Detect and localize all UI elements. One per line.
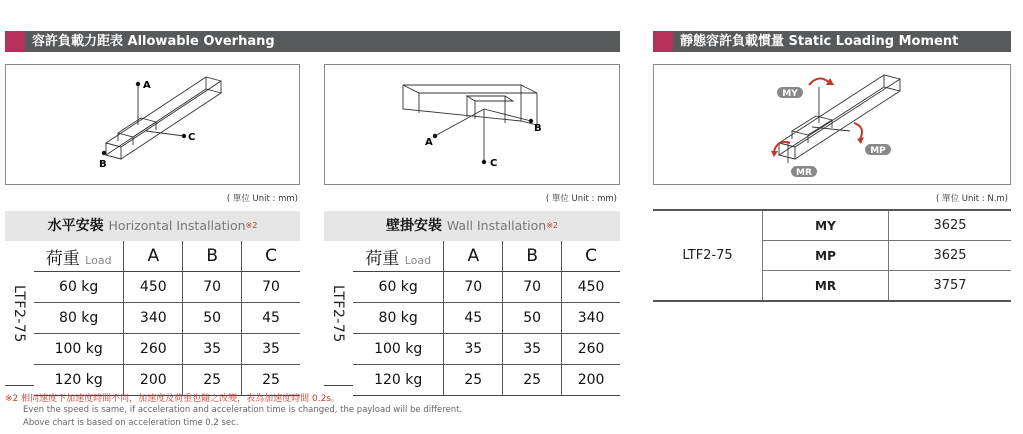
c-cell: 260 [562, 334, 620, 365]
a-cell: 45 [444, 303, 503, 334]
horizontal-rail-drawing [6, 65, 299, 184]
my-label: MY [782, 89, 798, 99]
mp-label: MP [870, 146, 886, 156]
static-moment-title: 靜態容許負載慣量 Static Loading Moment [680, 34, 959, 49]
moment-value: 3625 [889, 241, 1012, 271]
col-a-header: A [124, 241, 183, 272]
wall-label-a: A [425, 137, 433, 148]
wall-rail-drawing [325, 65, 619, 184]
wall-title-cn: 壁掛安裝 [385, 218, 442, 234]
table-header-row [34, 241, 300, 272]
a-cell: 340 [124, 303, 183, 334]
b-cell: 70 [183, 272, 242, 303]
a-cell: 200 [124, 365, 183, 396]
unit-right: ( 單位 Unit : mm) [545, 194, 617, 204]
wall-table [353, 241, 620, 396]
horizontal-model: LTF2-75 [11, 285, 27, 343]
c-cell: 35 [242, 334, 300, 365]
moment-label: MR [763, 271, 889, 302]
c-cell: 450 [562, 272, 620, 303]
col-a-header: A [444, 241, 503, 272]
table-row [34, 272, 300, 303]
load-header-cn: 荷重 [365, 248, 400, 269]
static-moment-table [653, 209, 1011, 302]
col-c-header: C [242, 241, 300, 272]
a-cell: 25 [444, 365, 503, 396]
diagram-label-c: C [188, 132, 196, 143]
table-row [353, 334, 620, 365]
load-cell: 100 kg [353, 334, 444, 365]
horizontal-title-en: Horizontal Installation [108, 218, 246, 233]
footnote-cn: ※2 相同速度下加速度時間不同，加速度及荷重也隨之改變，表為加速度時間 0.2s。 [5, 394, 340, 404]
table-row [34, 334, 300, 365]
allowable-overhang-header [5, 31, 620, 52]
b-cell: 35 [183, 334, 242, 365]
a-cell: 260 [124, 334, 183, 365]
horizontal-table [34, 241, 300, 396]
moment-diagram [653, 64, 1011, 185]
b-cell: 25 [503, 365, 562, 396]
allowable-overhang-title: 容許負載力距表 Allowable Overhang [32, 34, 275, 49]
horizontal-note-mark: ※2 [245, 221, 258, 230]
load-header [353, 241, 444, 272]
wall-model-cell [324, 241, 353, 386]
load-header [34, 241, 124, 272]
b-cell: 50 [183, 303, 242, 334]
wall-label-b: B [534, 123, 542, 134]
moment-label: MP [763, 241, 889, 271]
load-cell: 120 kg [34, 365, 124, 396]
horizontal-title-cn: 水平安裝 [47, 218, 104, 234]
horizontal-title [5, 211, 300, 241]
load-cell: 60 kg [353, 272, 444, 303]
wall-model: LTF2-75 [330, 285, 346, 343]
horizontal-diagram [5, 64, 300, 185]
diagram-label-b: B [99, 159, 107, 170]
moment-model: LTF2-75 [653, 210, 763, 301]
col-c-header: C [562, 241, 620, 272]
c-cell: 200 [562, 365, 620, 396]
table-row [353, 272, 620, 303]
unit-static: ( 單位 Unit : N.m) [936, 194, 1008, 204]
mr-label: MR [796, 168, 812, 178]
load-cell: 100 kg [34, 334, 124, 365]
table-row [353, 303, 620, 334]
wall-title [324, 211, 620, 241]
b-cell: 50 [503, 303, 562, 334]
load-header-cn: 荷重 [45, 248, 80, 269]
a-cell: 450 [124, 272, 183, 303]
c-cell: 25 [242, 365, 300, 396]
footnote-en-1: Even the speed is same, if acceleration and acceleration time is changed, the payload will be different. [23, 405, 463, 415]
b-cell: 70 [503, 272, 562, 303]
load-header-en: Load [85, 253, 112, 267]
table-row [653, 210, 1011, 241]
col-b-header: B [503, 241, 562, 272]
wall-title-en: Wall Installation [446, 218, 547, 233]
moment-rail-drawing [654, 65, 1010, 184]
b-cell: 25 [183, 365, 242, 396]
load-header-en: Load [404, 253, 432, 267]
footnote-en-2: Above chart is based on acceleration time 0.2 sec. [23, 418, 239, 428]
c-cell: 45 [242, 303, 300, 334]
col-b-header: B [183, 241, 242, 272]
b-cell: 35 [503, 334, 562, 365]
load-cell: 80 kg [353, 303, 444, 334]
header-accent-mark [5, 31, 25, 52]
unit-left: ( 單位 Unit : mm) [226, 194, 298, 204]
moment-value: 3625 [889, 210, 1012, 241]
diagram-label-a: A [143, 80, 151, 91]
wall-note-mark: ※2 [546, 221, 559, 230]
wall-diagram [324, 64, 620, 185]
table-row [34, 303, 300, 334]
static-moment-header [653, 31, 1011, 52]
wall-label-c: C [490, 158, 498, 169]
c-cell: 340 [562, 303, 620, 334]
c-cell: 70 [242, 272, 300, 303]
load-cell: 120 kg [353, 365, 444, 396]
moment-label: MY [763, 210, 889, 241]
load-cell: 80 kg [34, 303, 124, 334]
a-cell: 35 [444, 334, 503, 365]
table-header-row [353, 241, 620, 272]
moment-value: 3757 [889, 271, 1012, 302]
load-cell: 60 kg [34, 272, 124, 303]
header-accent-mark [653, 31, 673, 52]
horizontal-model-cell [5, 241, 34, 386]
a-cell: 70 [444, 272, 503, 303]
